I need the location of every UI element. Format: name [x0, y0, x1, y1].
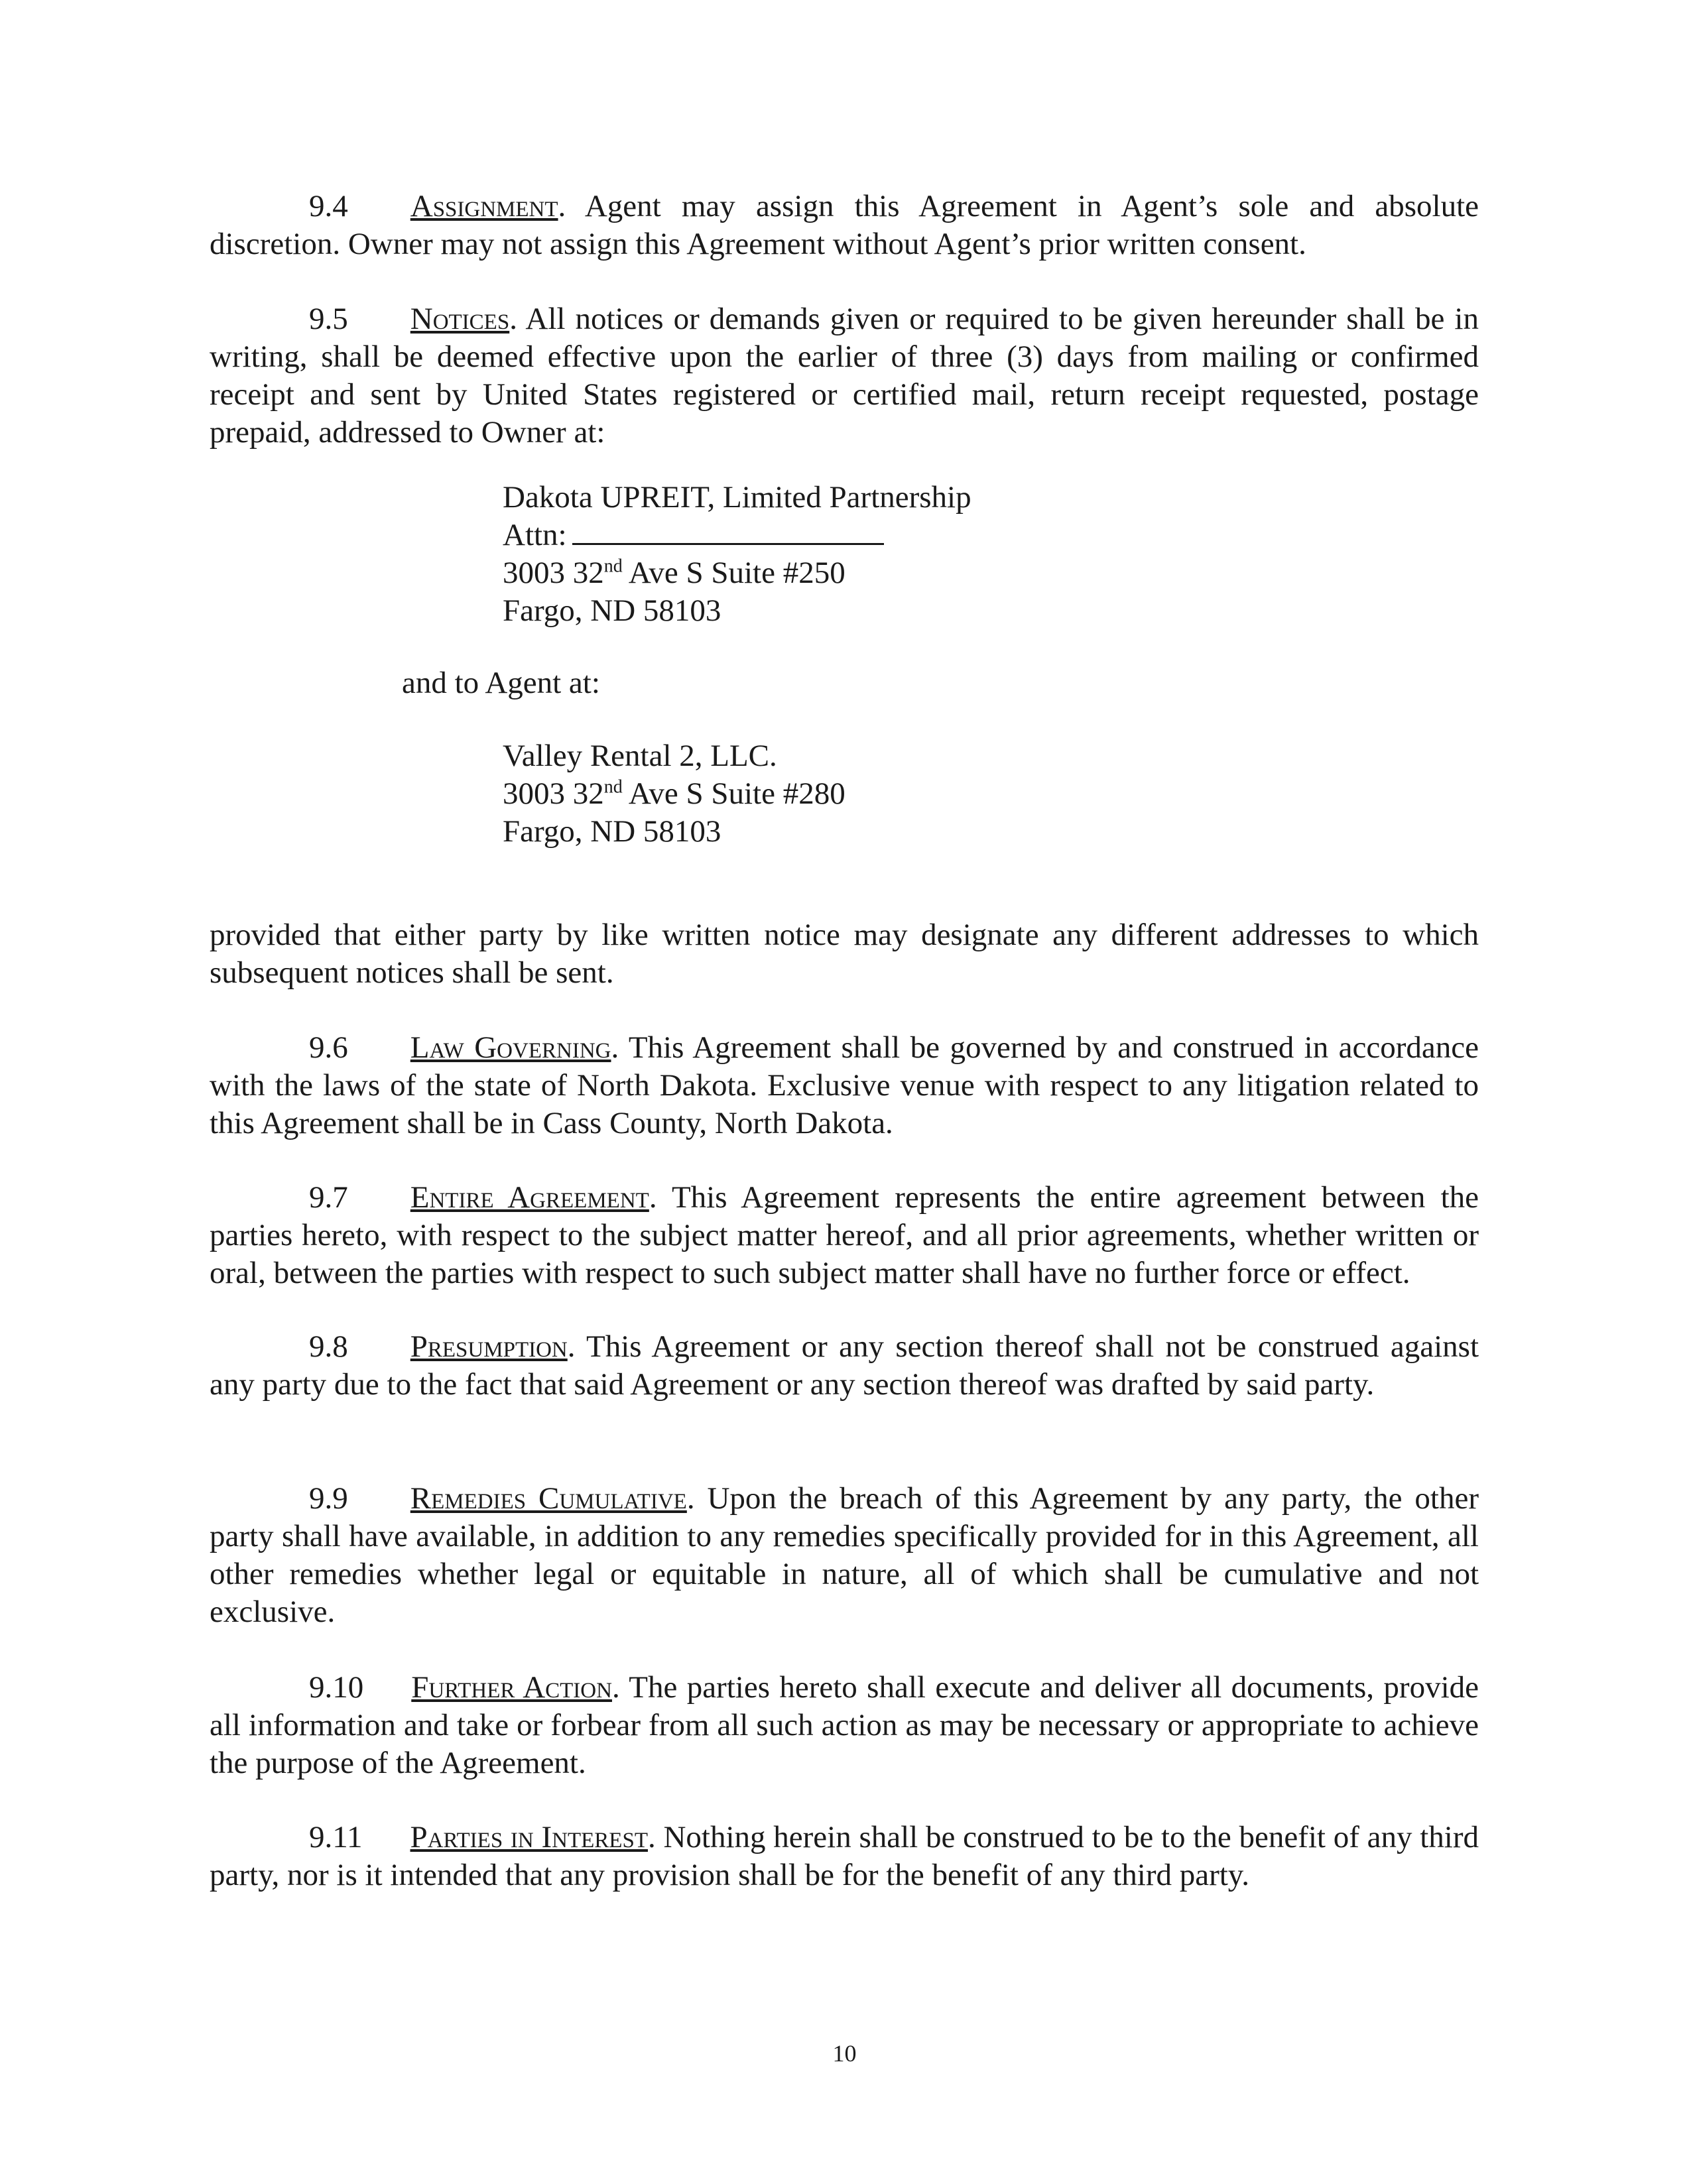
section-number: 9.9 — [309, 1481, 348, 1516]
page-number: 10 — [832, 2040, 857, 2067]
notices-tail: provided that either party by like written notice may designate any different addresses to which subsequent notices shall be sent. — [210, 918, 1479, 990]
section-9-8 — [210, 1328, 1479, 1404]
section-9-5 — [210, 300, 1479, 452]
owner-attn: Attn: — [503, 516, 971, 554]
agent-name: Valley Rental 2, LLC. — [503, 739, 777, 773]
owner-address — [503, 479, 971, 630]
section-number: 9.5 — [309, 302, 348, 336]
section-heading: Parties in Interest — [410, 1820, 648, 1854]
section-number: 9.4 — [309, 189, 348, 223]
section-body: . This Agreement represents the entire agreement between the parties hereto, with respect to the subject matter hereof, and all prior agreements, whether written or oral, between the parties with respect to such subject matter shall have no further force or effect. — [210, 1180, 1479, 1290]
owner-name: Dakota UPREIT, Limited Partnership — [503, 480, 971, 515]
section-number: 9.6 — [309, 1030, 348, 1065]
section-body: . Nothing herein shall be construed to be to the benefit of any third party, nor is it intended that any provision shall be for the benefit of any third party. — [210, 1820, 1479, 1892]
attn-blank-line — [572, 516, 884, 545]
agent-city: Fargo, ND 58103 — [503, 814, 721, 849]
section-heading: Notices — [410, 302, 510, 336]
agent-street: 3003 32nd Ave S Suite #280 — [503, 776, 845, 811]
section-number: 9.8 — [309, 1329, 348, 1364]
section-heading: Assignment — [410, 189, 558, 223]
section-9-9 — [210, 1480, 1479, 1631]
section-heading: Law Governing — [410, 1030, 611, 1065]
section-body: . This Agreement or any section thereof shall not be construed against any party due to the fact that said Agreement or any section thereof was drafted by said party. — [210, 1329, 1479, 1402]
section-9-7 — [210, 1179, 1479, 1292]
section-heading: Remedies Cumulative — [410, 1481, 687, 1516]
section-body: . The parties hereto shall execute and deliver all documents, provide all information and take or forbear from all such action as may be necessary or appropriate to achieve the purpose of the Agreement. — [210, 1670, 1479, 1780]
section-number: 9.10 — [309, 1670, 364, 1705]
section-body: . Upon the breach of this Agreement by any party, the other party shall have available, in addition to any remedies specifically provided for in this Agreement, all other remedies whether legal or equitable in nature, all of which shall be cumulative and not exclusive. — [210, 1481, 1479, 1629]
section-9-4 — [210, 188, 1479, 263]
section-number: 9.7 — [309, 1180, 348, 1215]
section-9-10 — [210, 1669, 1479, 1782]
agent-intro: and to Agent at: — [402, 666, 600, 700]
section-heading: Entire Agreement — [410, 1180, 649, 1215]
agent-address — [503, 737, 845, 851]
owner-street: 3003 32nd Ave S Suite #250 — [503, 556, 845, 590]
section-heading: Presumption — [410, 1329, 568, 1364]
section-body: . All notices or demands given or required to be given hereunder shall be in writing, shall be deemed effective upon the earlier of three (3) days from mailing or confirmed receipt and sent by United States registered or certified mail, return receipt requested, postage prepaid, addressed to Owner at: — [210, 302, 1479, 450]
owner-city: Fargo, ND 58103 — [503, 593, 721, 628]
section-number: 9.11 — [309, 1820, 363, 1854]
section-body: . Agent may assign this Agreement in Agent’s sole and absolute discretion. Owner may not assign this Agreement without Agent’s prior written consent. — [210, 189, 1479, 261]
section-heading: Further Action — [411, 1670, 612, 1705]
section-9-6 — [210, 1029, 1479, 1142]
section-body: . This Agreement shall be governed by and construed in accordance with the laws of the state of North Dakota. Exclusive venue with respect to any litigation related to this Agreement shall be in Cass County, North Dakota. — [210, 1030, 1479, 1140]
section-9-11 — [210, 1819, 1479, 1894]
